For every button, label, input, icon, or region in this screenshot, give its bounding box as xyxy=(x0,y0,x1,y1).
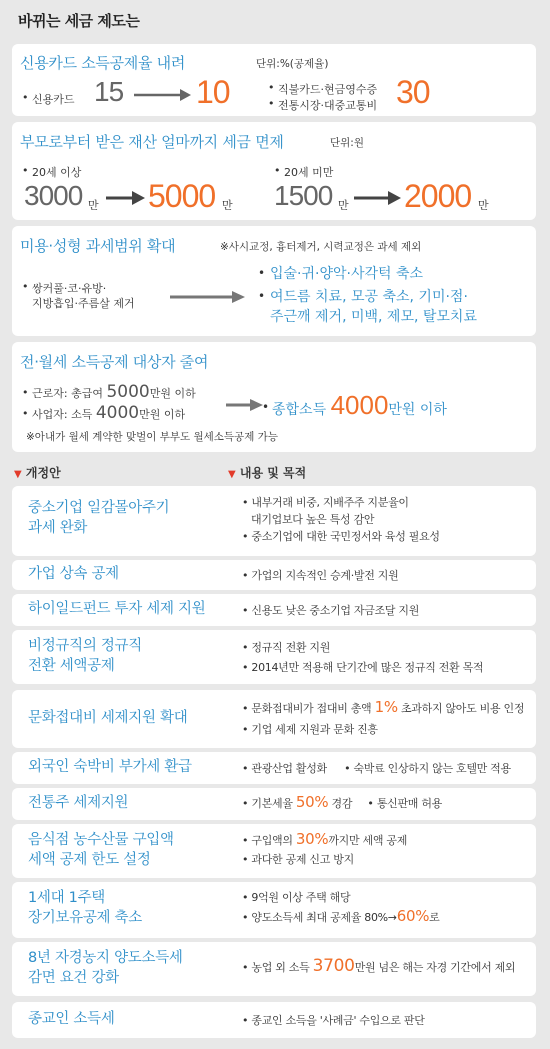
row-content xyxy=(242,760,511,777)
bullet-text: 문화접대비가 접대비 총액 xyxy=(251,702,375,715)
worker-condition xyxy=(32,382,196,402)
minor-to-value: 2000 xyxy=(404,178,472,214)
row-title xyxy=(28,888,142,928)
bullet-text: 정규직 전환 지원 xyxy=(251,641,331,654)
bullet-text: 내부거래 비중, 지배주주 지분율이 xyxy=(251,496,409,509)
exclusion-note: ※사시교정, 흉터제거, 시력교정은 과세 제외 xyxy=(220,241,422,253)
triangle-down-icon: ▼ xyxy=(228,469,236,480)
new-criterion xyxy=(272,390,447,421)
bullet-item: • 신용도 낮은 중소기업 자금조달 지원 xyxy=(242,604,420,617)
credit-card-section xyxy=(12,44,536,116)
bullet-item: • 통신판매 허용 xyxy=(367,797,442,810)
current-scope-line-1: 쌍커풀·코·유방· xyxy=(32,282,107,295)
bullet-dot: • xyxy=(22,407,29,420)
gift-exemption-section xyxy=(12,122,536,220)
minor-from-value: 1500 xyxy=(274,180,333,211)
bullet-item: • 관광산업 활성화 xyxy=(242,762,327,775)
row-title xyxy=(28,599,205,619)
bullet-text: 농업 외 소득 xyxy=(251,961,313,974)
table-row xyxy=(12,942,536,996)
section-heading: 부모로부터 받은 재산 얼마까지 세금 면제 xyxy=(20,133,284,151)
bullet-text: 로 xyxy=(429,911,440,924)
bullet-text: 까지만 세액 공제 xyxy=(328,834,408,847)
highlight-number: 30% xyxy=(295,830,329,848)
bullet-item: • 가업의 지속적인 승계·발전 지원 xyxy=(242,569,399,582)
bullet-dot: • xyxy=(274,164,281,177)
column-header-label: 내용 및 목적 xyxy=(239,466,307,480)
row-title-line: 음식점 농수산물 구입액 xyxy=(28,832,174,848)
triangle-down-icon: ▼ xyxy=(14,469,22,480)
bullet-text: 신용도 낮은 중소기업 자금조달 지원 xyxy=(251,604,420,617)
row-title-line: 8년 자경농지 양도소득세 xyxy=(28,950,183,966)
column-header-purpose xyxy=(228,464,306,481)
adult-label: 20세 이상 xyxy=(32,166,82,179)
arrow-right-icon xyxy=(354,190,402,206)
new-scope-line-1: 입술·귀·양악·사각턱 축소 xyxy=(270,266,424,282)
row-content xyxy=(242,889,440,926)
arrow-right-icon xyxy=(226,398,264,412)
row-content xyxy=(242,958,515,976)
table-row xyxy=(12,1002,536,1038)
highlight-number: 3700 xyxy=(312,956,355,976)
row-title xyxy=(28,757,192,777)
criterion-amount: 4000 xyxy=(330,390,389,420)
table-row xyxy=(12,486,536,556)
bullet-text: 종교인 소득을 '사례금' 수입으로 판단 xyxy=(251,1014,425,1027)
section-heading: 신용카드 소득공제율 내려 xyxy=(20,54,186,72)
table-row xyxy=(12,690,536,748)
bullet-text: 경감 xyxy=(328,797,353,810)
credit-card-label: 신용카드 xyxy=(32,93,75,106)
row-content xyxy=(242,567,398,584)
row-title xyxy=(28,948,183,988)
bullet-text: 관광산업 활성화 xyxy=(251,762,327,775)
row-title xyxy=(28,498,169,538)
bullet-item: • 종교인 소득을 '사례금' 수입으로 판단 xyxy=(242,1014,425,1027)
bullet-text: 중소기업에 대한 국민정서와 육성 필요성 xyxy=(251,530,440,543)
row-title-line: 1세대 1주택 xyxy=(28,890,105,906)
arrow-right-icon xyxy=(134,88,192,102)
row-title xyxy=(28,830,174,870)
table-row xyxy=(12,788,536,820)
row-title-line: 중소기업 일감몰아주기 xyxy=(28,500,170,516)
row-title-line: 전환 세액공제 xyxy=(28,658,115,674)
business-suffix: 만원 이하 xyxy=(139,408,186,421)
bullet-item: • 기본세율 50% 경감 xyxy=(242,793,353,811)
man-unit: 만 xyxy=(222,199,233,212)
man-unit: 만 xyxy=(478,199,489,212)
bullet-dot: • xyxy=(268,97,275,110)
page-title: 바뀌는 세금 제도는 xyxy=(18,12,140,30)
highlight-number: 60% xyxy=(396,907,430,925)
row-title xyxy=(28,1009,115,1029)
row-content xyxy=(242,1012,425,1029)
credit-from-value: 15 xyxy=(94,76,124,107)
highlight-number: 1% xyxy=(374,698,398,716)
unit-note: 단위:%(공제율) xyxy=(256,58,329,70)
table-row xyxy=(12,630,536,684)
bullet-item: • 내부거래 비중, 지배주주 지분율이 xyxy=(242,496,409,509)
bullet-dot: • xyxy=(258,289,266,303)
credit-to-value: 10 xyxy=(196,74,230,110)
row-content xyxy=(242,794,442,812)
row-title-line: 세액 공제 한도 설정 xyxy=(28,852,151,868)
row-title-line: 전통주 세제지원 xyxy=(28,795,129,811)
new-scope-line-3: 주근깨 제거, 미백, 제모, 탈모치료 xyxy=(270,309,477,325)
row-title-line: 종교인 소득세 xyxy=(28,1011,115,1027)
bullet-text: 2014년만 적용해 단기간에 많은 정규직 전환 목적 xyxy=(251,661,484,674)
column-header-label: 개정안 xyxy=(25,466,61,480)
bullet-item: • 중소기업에 대한 국민정서와 육성 필요성 xyxy=(242,530,440,543)
new-scope-line-2: 여드름 치료, 모공 축소, 기미·점· xyxy=(270,289,468,305)
bullet-text: 양도소득세 최대 공제율 80%→ xyxy=(251,911,397,924)
current-scope-line-2: 지방흡입·주름살 제거 xyxy=(32,297,135,310)
bullet-dot: • xyxy=(22,91,29,104)
criterion-prefix: 종합소득 xyxy=(272,402,327,418)
market-transit-label: 전통시장·대중교통비 xyxy=(278,99,378,112)
cosmetic-section xyxy=(12,226,536,336)
bullet-item: • 2014년만 적용해 단기간에 많은 정규직 전환 목적 xyxy=(242,661,484,674)
bullet-text: 과다한 공제 신고 방지 xyxy=(251,853,354,866)
table-row xyxy=(12,594,536,626)
other-value: 30 xyxy=(396,74,430,110)
row-content xyxy=(242,699,524,738)
row-content xyxy=(242,831,407,868)
bullet-dot: • xyxy=(22,386,29,399)
bullet-dot: • xyxy=(268,81,275,94)
criterion-suffix: 만원 이하 xyxy=(388,402,447,418)
man-unit: 만 xyxy=(88,199,99,212)
bullet-dot: • xyxy=(22,280,29,293)
bullet-item: • 농업 외 소득 3700만원 넘은 해는 자경 기간에서 제외 xyxy=(242,956,516,976)
bullet-text: 9억원 이상 주택 해당 xyxy=(251,891,351,904)
arrow-right-icon xyxy=(170,290,246,304)
column-header-proposal xyxy=(14,464,61,481)
bullet-dot: • xyxy=(262,400,270,414)
table-row xyxy=(12,882,536,938)
bullet-text: 가업의 지속적인 승계·발전 지원 xyxy=(251,569,399,582)
row-title-line: 비정규직의 정규직 xyxy=(28,638,142,654)
bullet-text: 기본세율 xyxy=(251,797,296,810)
row-title-line: 과세 완화 xyxy=(28,520,88,536)
row-title xyxy=(28,708,187,728)
worker-amount: 5000 xyxy=(106,382,150,402)
bullet-text: 구입액의 xyxy=(251,834,296,847)
bullet-dot: • xyxy=(22,164,29,177)
bullet-item: • 정규직 전환 지원 xyxy=(242,641,331,654)
table-row xyxy=(12,824,536,878)
man-unit: 만 xyxy=(338,199,349,212)
row-content xyxy=(242,639,483,676)
bullet-item: • 9억원 이상 주택 해당 xyxy=(242,891,351,904)
bullet-item: • 기업 세제 지원과 문화 진흥 xyxy=(242,723,378,736)
bullet-item-continued xyxy=(242,511,440,528)
adult-from-value: 3000 xyxy=(24,180,83,211)
bullet-text: 숙박료 인상하지 않는 호텔만 적용 xyxy=(353,762,511,775)
rent-note: ※아내가 월세 계약한 맞벌이 부부도 월세소득공제 가능 xyxy=(26,431,278,443)
unit-note: 단위:원 xyxy=(330,137,364,149)
bullet-item: • 문화접대비가 접대비 총액 1% 초과하지 않아도 비용 인정 xyxy=(242,698,525,716)
bullet-item: • 구입액의 30%까지만 세액 공제 xyxy=(242,830,408,848)
table-row xyxy=(12,560,536,590)
business-amount: 4000 xyxy=(95,403,140,423)
bullet-item: • 과다한 공제 신고 방지 xyxy=(242,853,354,866)
row-title-line: 외국인 숙박비 부가세 환급 xyxy=(28,759,192,775)
bullet-text: 통신판매 허용 xyxy=(376,797,442,810)
row-title-line: 감면 요건 강화 xyxy=(28,970,119,986)
section-heading: 미용·성형 과세범위 확대 xyxy=(20,237,176,255)
bullet-text: 초과하지 않아도 비용 인정 xyxy=(397,702,525,715)
row-title-line: 문화접대비 세제지원 확대 xyxy=(28,710,188,726)
row-title xyxy=(28,793,128,813)
worker-suffix: 만원 이하 xyxy=(149,387,196,400)
debit-cash-label: 직불카드·현금영수증 xyxy=(278,83,378,96)
bullet-item: • 양도소득세 최대 공제율 80%→60%로 xyxy=(242,907,440,925)
highlight-number: 50% xyxy=(295,793,329,811)
bullet-dot: • xyxy=(258,266,266,280)
row-title xyxy=(28,564,119,584)
row-title-line: 하이일드펀드 투자 세제 지원 xyxy=(28,601,206,617)
row-content xyxy=(242,602,419,619)
bullet-item: • 숙박료 인상하지 않는 호텔만 적용 xyxy=(344,762,511,775)
table-row xyxy=(12,752,536,784)
row-content xyxy=(242,494,440,545)
row-title xyxy=(28,636,142,676)
minor-label: 20세 미만 xyxy=(284,166,334,179)
bullet-text: 기업 세제 지원과 문화 진흥 xyxy=(251,723,378,736)
arrow-right-icon xyxy=(106,190,146,206)
rent-section xyxy=(12,342,536,452)
row-title-line: 장기보유공제 축소 xyxy=(28,910,142,926)
business-prefix: 사업자: 소득 xyxy=(32,408,93,421)
business-condition xyxy=(32,403,185,423)
bullet-text: 대기업보다 높은 특성 감안 xyxy=(251,513,375,526)
row-title-line: 가업 상속 공제 xyxy=(28,566,119,582)
adult-to-value: 5000 xyxy=(148,178,216,214)
section-heading: 전·월세 소득공제 대상자 줄여 xyxy=(20,353,209,371)
worker-prefix: 근로자: 총급여 xyxy=(32,387,103,400)
bullet-text: 만원 넘은 해는 자경 기간에서 제외 xyxy=(354,961,516,974)
